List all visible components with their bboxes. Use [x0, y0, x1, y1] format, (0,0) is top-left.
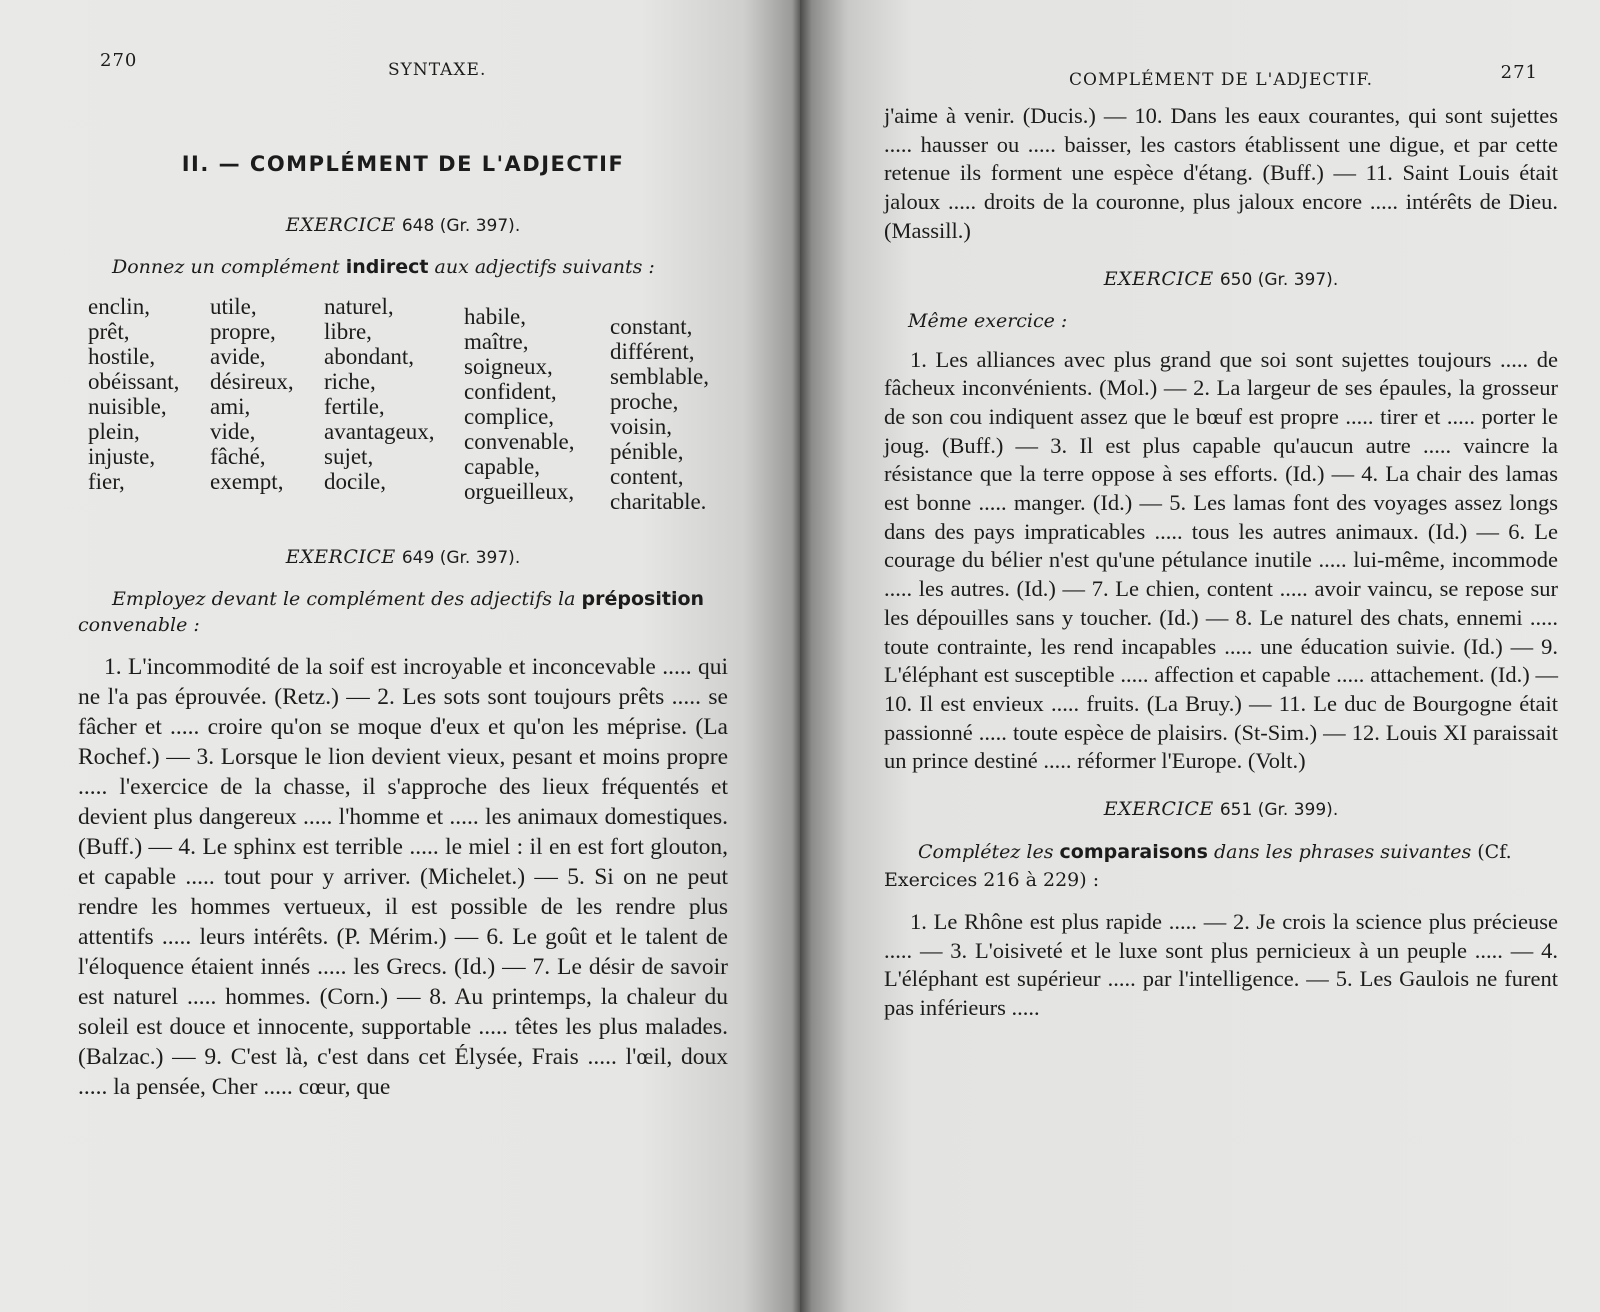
instr-text: dans les phrases suivantes [1207, 841, 1478, 864]
word: constant, [610, 314, 693, 339]
right-page [800, 0, 1600, 1312]
word: docile, [324, 469, 386, 494]
instr-bold: comparaisons [1059, 841, 1208, 864]
word: semblable, [610, 364, 709, 389]
word: convenable, [464, 429, 575, 454]
word: soigneux, [464, 354, 553, 379]
word: fier, [88, 469, 125, 494]
instr-text: aux adjectifs suivants : [428, 256, 655, 278]
word: fertile, [324, 394, 385, 419]
word: fâché, [210, 444, 266, 469]
word: pénible, [610, 439, 684, 464]
exercise-ref: 651 (Gr. 399). [1219, 800, 1339, 821]
exercise-649-text: 1. L'incommodité de la soif est incroyable et inconcevable ..... qui ne l'a pas éprouvée. (Retz.) — 2. Les sots sont toujours prêts ..... se fâcher et ..... croire qu'on se moque d'eux et qu'on les méprise. (La Rochef.) — 3. Lorsque le lion devient vieux, pesant et moins propre ..... l'exercice de la chasse, il s'approche des lieux fréquentés et devient plus dangereux ..... l'homme et ..... les animaux domestiques. (Buff.) — 4. Le sphinx est terrible ..... le miel : il en est fort glouton, et capable ..... tout pour y arriver. (Michelet.) — 5. Si on ne peut rendre les hommes vertueux, il est possible de les rendre plus attentifs ..... leurs intérêts. (P. Mérim.) — 6. Le goût et le talent de l'éloquence étaient innés ..... les Grecs. (Id.) — 7. Le désir de savoir est naturel ..... hommes. (Corn.) — 8. Au printemps, la chaleur du soleil est douce et innocente, supportable ..... têtes les plus malades. (Balzac.) — 9. C'est là, c'est dans cet Élysée, Frais ..... l'œil, doux ..... la pensée, Cher ..... cœur, que [78, 654, 728, 1100]
instr-bold: préposition [581, 588, 705, 610]
word: orgueilleux, [464, 479, 575, 504]
word: proche, [610, 389, 679, 414]
exercise-label: EXERCICE [285, 546, 396, 568]
running-head-left [78, 40, 728, 80]
word: sujet, [324, 444, 374, 469]
word: complice, [464, 404, 555, 429]
instr-text: convenable : [78, 614, 200, 636]
word: capable, [464, 454, 540, 479]
word: enclin, [88, 294, 150, 319]
exercise-651-instruction [884, 838, 1558, 894]
word: vide, [210, 419, 256, 444]
exercise-650-instruction: Même exercice : [908, 309, 1068, 332]
instr-bold: indirect [345, 256, 429, 278]
exercise-650-text: 1. Les alliances avec plus grand que soi sont sujettes toujours ..... de fâcheux inconvénients. (Mol.) — 2. La largeur de ses épaules, la grosseur de son cou indiquent assez que le bœuf est propre ..... tirer et ..... porter le joug. (Buff.) — 3. Il est plus capable qu'aucun autre ..... vaincre la résistance que la terre oppose à ses efforts. (Id.) — 4. La chair des lamas est bonne ..... manger. (Id.) — 5. Les lamas font des voyages assez longs dans des pays impraticables ..... tous les autres animaux. (Id.) — 6. Le courage du bélier n'est qu'une pétulance inutile ..... lui-même, incommode ..... les autres. (Id.) — 7. Le chien, content ..... avoir vaincu, se repose sur les dépouilles sans y toucher. (Id.) — 8. Le naturel des chats, ennemi ..... toute contrainte, les rend incapables ..... une éducation suivie. (Id.) — 9. L'éléphant est susceptible ..... affection et capable ..... attachement. (Id.) — 10. Il est envieux ..... fruits. (La Bruy.) — 11. Le duc de Bourgogne était passionné ..... toute espèce de plaisirs. (St-Sim.) — 12. Louis XI paraissait un prince destiné ..... réformer l'Europe. (Volt.) [884, 346, 1558, 774]
continuation-text: j'aime à venir. (Ducis.) — 10. Dans les eaux courantes, qui sont sujettes ..... hausser ou ..... baisser, les castors établissent une digue, et par cette retenue ils forment une espèce d'étang. (Buff.) — 11. Saint Louis était jaloux ..... droits de la couronne, plus jaloux encore ..... intérêts de Dieu. (Massill.) [884, 103, 1558, 243]
exercise-ref: 649 (Gr. 397). [401, 548, 521, 568]
exercise-ref: 648 (Gr. 397). [401, 216, 521, 236]
word: plein, [88, 419, 140, 444]
running-head-right [884, 62, 1558, 102]
word: exempt, [210, 469, 284, 494]
word: propre, [210, 319, 276, 344]
instr-text: Complétez les [918, 841, 1060, 864]
page-number-right: 271 [1500, 62, 1538, 83]
word: maître, [464, 329, 529, 354]
word: habile, [464, 304, 526, 329]
adjective-word-grid [88, 294, 728, 514]
instr-text: Donnez un complément [112, 256, 346, 278]
word: ami, [210, 394, 251, 419]
word: content, [610, 464, 684, 489]
exercise-649-instruction [78, 586, 728, 638]
instr-text: Employez devant le complément des adjectifs la [112, 588, 582, 610]
word-column-1 [88, 294, 210, 514]
exercise-ref: 650 (Gr. 397). [1219, 269, 1339, 290]
word: abondant, [324, 344, 415, 369]
exercise-label: EXERCICE [285, 214, 396, 236]
word: utile, [210, 294, 257, 319]
word: avide, [210, 344, 266, 369]
exercise-651-title [884, 798, 1558, 820]
page-number-left: 270 [100, 50, 138, 71]
word: désireux, [210, 369, 294, 394]
word: avantageux, [324, 419, 435, 444]
exercise-648-instruction [78, 254, 728, 280]
word: injuste, [88, 444, 156, 469]
word: confident, [464, 379, 557, 404]
word: naturel, [324, 294, 394, 319]
exercise-label: EXERCICE [1103, 798, 1214, 821]
running-title-right: COMPLÉMENT DE L'ADJECTIF. [1069, 70, 1374, 90]
instr-tail: (Cf. Exercices 216 à 229) : [884, 841, 1512, 892]
word: différent, [610, 339, 695, 364]
word: voisin, [610, 414, 672, 439]
word-column-2 [210, 294, 324, 514]
word-column-3 [324, 294, 464, 514]
word: charitable. [610, 489, 707, 514]
word: prêt, [88, 319, 130, 344]
exercise-651-text: 1. Le Rhône est plus rapide ..... — 2. Je crois la science plus précieuse ..... — 3. L'oisiveté et le luxe sont plus pernicieux à un peuple ..... — 4. L'éléphant est supérieur ..... par l'intelligence. — 5. Les Gaulois ne furent pas inférieurs ..... [884, 909, 1558, 1021]
word: nuisible, [88, 394, 167, 419]
word: libre, [324, 319, 372, 344]
word: riche, [324, 369, 376, 394]
word-column-5 [610, 294, 730, 514]
word-column-4 [464, 294, 610, 514]
section-title: II. — COMPLÉMENT DE L'ADJECTIF [181, 152, 625, 176]
exercise-649-title [78, 546, 728, 568]
exercise-650-title [884, 268, 1558, 290]
running-title-left: SYNTAXE. [388, 60, 487, 80]
exercise-648-title [78, 214, 728, 236]
exercise-label: EXERCICE [1103, 267, 1214, 290]
word: hostile, [88, 344, 156, 369]
word: obéissant, [88, 369, 180, 394]
